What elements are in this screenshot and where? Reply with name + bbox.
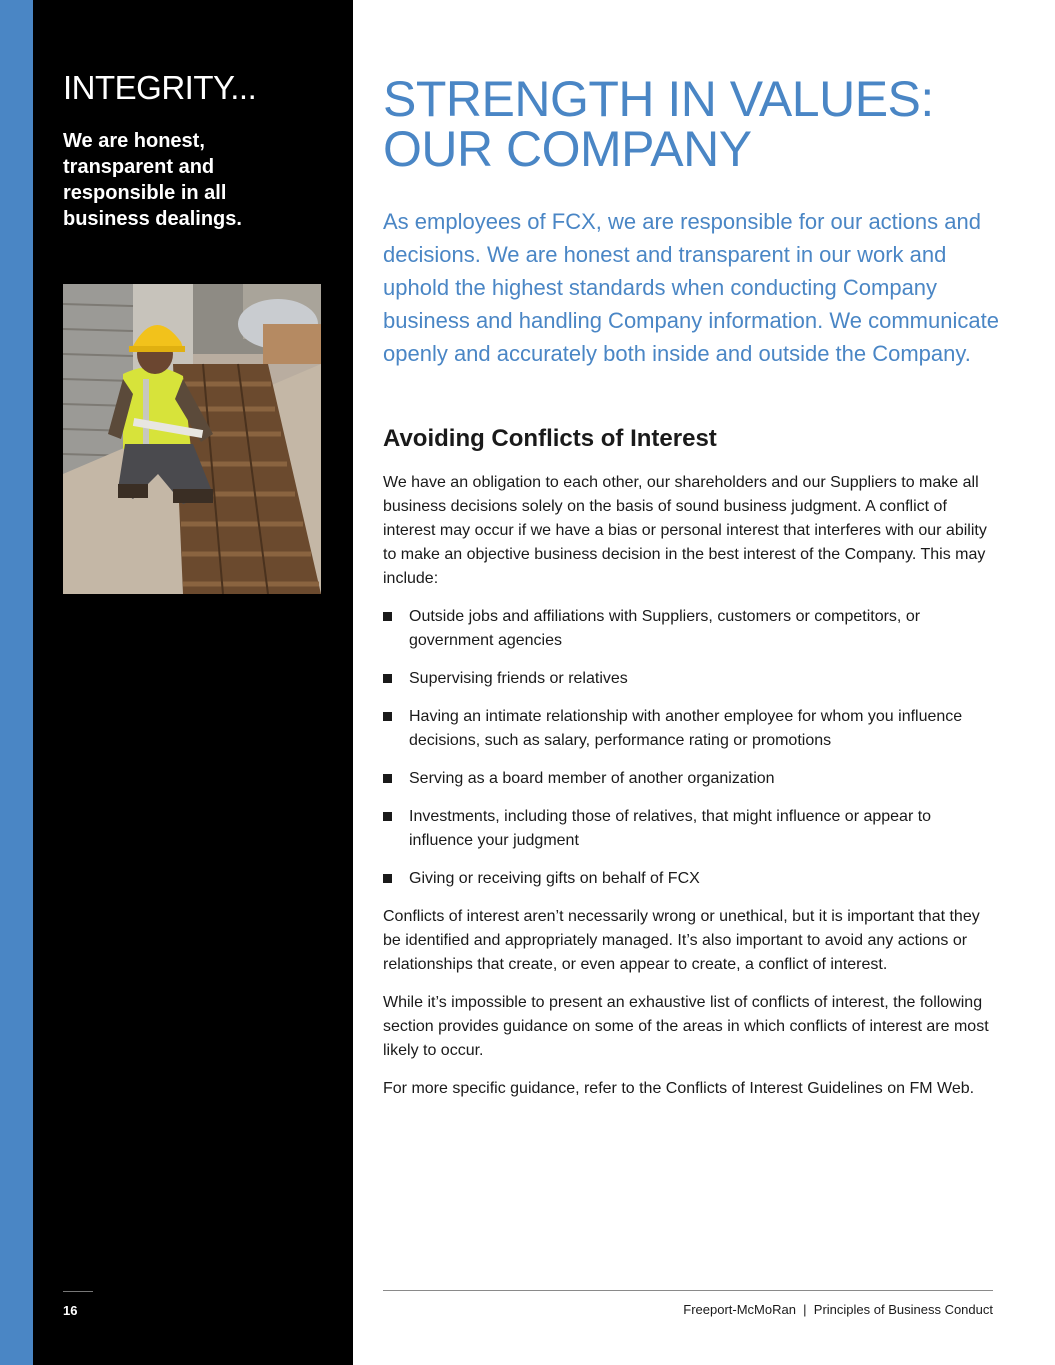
list-item-text: Having an intimate relationship with another employee for whom you influence decisions, such as salary, performance rating or promotions: [409, 708, 963, 749]
list-item: [383, 605, 995, 653]
list-item-text: Outside jobs and affiliations with Suppliers, customers or competitors, or government agencies: [409, 608, 921, 649]
bullet-icon: [383, 874, 392, 883]
body-paragraph-4: For more specific guidance, refer to the Conflicts of Interest Guidelines on FM Web.: [383, 1080, 975, 1097]
section-heading: Avoiding Conflicts of Interest: [383, 425, 717, 452]
body-content: [383, 471, 995, 1115]
page-title-line1: STRENGTH IN VALUES:: [383, 71, 934, 127]
list-item: [383, 667, 995, 691]
list-item: [383, 767, 995, 791]
list-item: [383, 867, 995, 891]
bullet-icon: [383, 774, 392, 783]
body-paragraph-2: Conflicts of interest aren’t necessarily wrong or unethical, but it is important that they be identified and appropriately managed. It’s also important to avoid any actions or relationships that create, or even appear to create, a conflict of interest.: [383, 908, 980, 973]
bullet-icon: [383, 674, 392, 683]
sidebar-title: INTEGRITY...: [63, 69, 257, 106]
bullet-icon: [383, 812, 392, 821]
intro-paragraph: As employees of FCX, we are responsible for our actions and decisions. We are honest and transparent in our work and uphold the highest standards when conducting Company business and handling Company information. We communicate openly and accurately both inside and outside the Company.: [383, 209, 999, 366]
construction-worker-photo: [63, 284, 321, 594]
sidebar-subtitle: We are honest, transparent and responsible in all business dealings.: [63, 130, 242, 230]
list-item-text: Giving or receiving gifts on behalf of FCX: [409, 870, 700, 887]
list-item: [383, 705, 995, 753]
conflict-list: [383, 605, 995, 891]
footer-text: Freeport-McMoRan | Principles of Business Conduct: [683, 1302, 993, 1317]
blue-accent-stripe: [0, 0, 33, 1365]
bullet-icon: [383, 712, 392, 721]
list-item-text: Investments, including those of relatives, that might influence or appear to influence your judgment: [409, 808, 932, 849]
list-item-text: Supervising friends or relatives: [409, 670, 628, 687]
page-title: [383, 71, 1023, 177]
list-item-text: Serving as a board member of another organization: [409, 770, 775, 787]
page-title-line2: OUR COMPANY: [383, 121, 752, 177]
bullet-icon: [383, 612, 392, 621]
footer-rule: [383, 1290, 993, 1291]
body-paragraph-3: While it’s impossible to present an exhaustive list of conflicts of interest, the following section provides guidance on some of the areas in which conflicts of interest are most likely to occur.: [383, 994, 989, 1059]
list-item: [383, 805, 995, 853]
sidebar-footer-rule: [63, 1291, 93, 1292]
body-paragraph-1: We have an obligation to each other, our shareholders and our Suppliers to make all business decisions solely on the basis of sound business judgment. A conflict of interest may occur if we have a bias or personal interest that interferes with our ability to make an objective business decision in the best interest of the Company. This may include:: [383, 474, 987, 587]
page-number: 16: [63, 1303, 78, 1318]
